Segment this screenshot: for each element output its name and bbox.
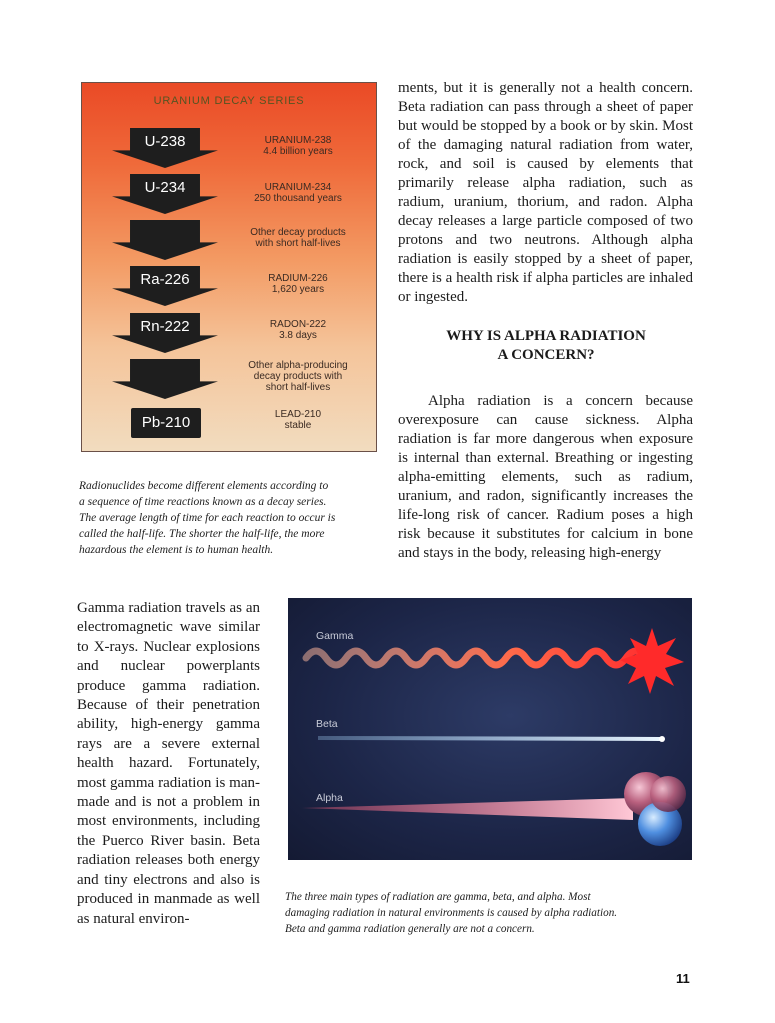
decay-arrow-ra226	[112, 266, 218, 306]
beta-ray	[318, 738, 660, 739]
decay-symbol: U-234	[144, 179, 186, 196]
beta-label: Beta	[316, 718, 338, 730]
decay-step-name: URANIUM-234	[264, 182, 332, 193]
body-paragraph: ments, but it is generally not a health concern. Beta radiation can pass through a sheet of paper but would be stopped by a book or by skin. Most of the damaging natural radiation from water, rock, and soil is caused by elements that primarily release alpha radiation, such as radium, uranium, thorium, and radon. Alpha decay releases a large particle composed of two protons and two neutrons. Although alpha radiation is easily stopped by a sheet of paper, there is a health risk if alpha particles are inhaled or ingested.	[398, 80, 693, 305]
decay-step-text	[218, 273, 378, 295]
decay-step-halflife: 4.4 billion years	[263, 146, 333, 157]
decay-arrow-alpha-products	[112, 359, 218, 399]
decay-step-halflife: 3.8 days	[279, 330, 317, 341]
caption-line: a sequence of time reactions known as a decay series.	[79, 496, 327, 508]
decay-step-text	[218, 319, 378, 341]
decay-final-pb210: Pb-210	[131, 408, 201, 438]
decay-step-name: Other alpha-producing	[248, 360, 348, 371]
caption-line: The average length of time for each reaction to occur is	[79, 512, 336, 524]
decay-step-halflife: short half-lives	[265, 382, 331, 393]
decay-step-halflife: decay products with	[253, 371, 343, 382]
decay-step-text	[218, 135, 378, 157]
decay-symbol: U-238	[144, 133, 186, 150]
decay-figure-caption	[79, 478, 379, 558]
decay-step-name: LEAD-210	[274, 409, 322, 420]
decay-arrow-u238	[112, 128, 218, 168]
body-paragraph: Gamma radiation travels as an electromagnetic wave similar to X-rays. Nuclear explosions and nuclear powerplants produce gamma radiation. Because of their penetration ability, high-energy gamma rays are a severe external health hazard. Fortunately, most gamma radiation is man-made and is not a problem in most environments, including the Puerco River basin. Beta radiation releases both energy and tiny electrons and also is produced in manmade as well as natural environ-	[77, 600, 260, 927]
caption-line: The three main types of radiation are gamma, beta, and alpha. Most	[285, 891, 591, 903]
caption-line: hazardous the element is to human health.	[79, 544, 274, 556]
alpha-particle-pink	[650, 776, 686, 812]
radiation-types-figure	[288, 598, 692, 860]
decay-step-halflife: 250 thousand years	[254, 193, 342, 204]
gamma-label: Gamma	[316, 630, 354, 642]
decay-step-text	[218, 182, 378, 204]
heading-line: A CONCERN?	[497, 347, 595, 363]
decay-step-halflife: stable	[284, 420, 312, 431]
section-heading	[400, 327, 692, 365]
radiation-figure-caption	[285, 889, 695, 937]
uranium-decay-series-figure	[81, 82, 377, 452]
decay-step-name: URANIUM-238	[264, 135, 332, 146]
decay-arrow-other	[112, 220, 218, 260]
caption-line: damaging radiation in natural environments is caused by alpha radiation.	[285, 907, 618, 919]
body-paragraph: Alpha radiation is a concern because overexposure can cause sickness. Alpha radiation is far more dangerous when exposure is internal than external. Breathing or ingesting alpha-emitting elements, such as radium, uranium, and radon, significantly increases the life-long risk of cancer. Radium poses a high risk because it substitutes for calcium in bone and stays in the body, releasing high-energy	[398, 393, 693, 561]
caption-line: Beta and gamma radiation generally are not a concern.	[285, 923, 535, 935]
decay-step-halflife: with short half-lives	[255, 238, 341, 249]
decay-arrow-rn222	[112, 313, 218, 353]
decay-figure-title: URANIUM DECAY SERIES	[153, 95, 305, 107]
decay-arrow-u234	[112, 174, 218, 214]
decay-step-text	[218, 360, 378, 393]
caption-line: called the half-life. The shorter the half-life, the more	[79, 528, 325, 540]
decay-symbol: Rn-222	[140, 318, 190, 335]
decay-step-name: Other decay products	[250, 227, 346, 238]
gamma-burst	[620, 628, 684, 694]
gamma-wave	[306, 651, 646, 665]
page-number: 11	[676, 971, 690, 986]
decay-step-name: RADIUM-226	[268, 273, 328, 284]
decay-step-name: RADON-222	[269, 319, 327, 330]
alpha-label: Alpha	[316, 792, 343, 804]
decay-step-text	[218, 409, 378, 431]
alpha-ray	[302, 798, 633, 820]
decay-step-text	[218, 227, 378, 249]
heading-line: WHY IS ALPHA RADIATION	[446, 328, 646, 344]
decay-step-halflife: 1,620 years	[271, 284, 325, 295]
decay-symbol: Ra-226	[140, 271, 190, 288]
caption-line: Radionuclides become different elements according to	[79, 480, 329, 492]
beta-particle	[659, 736, 665, 742]
